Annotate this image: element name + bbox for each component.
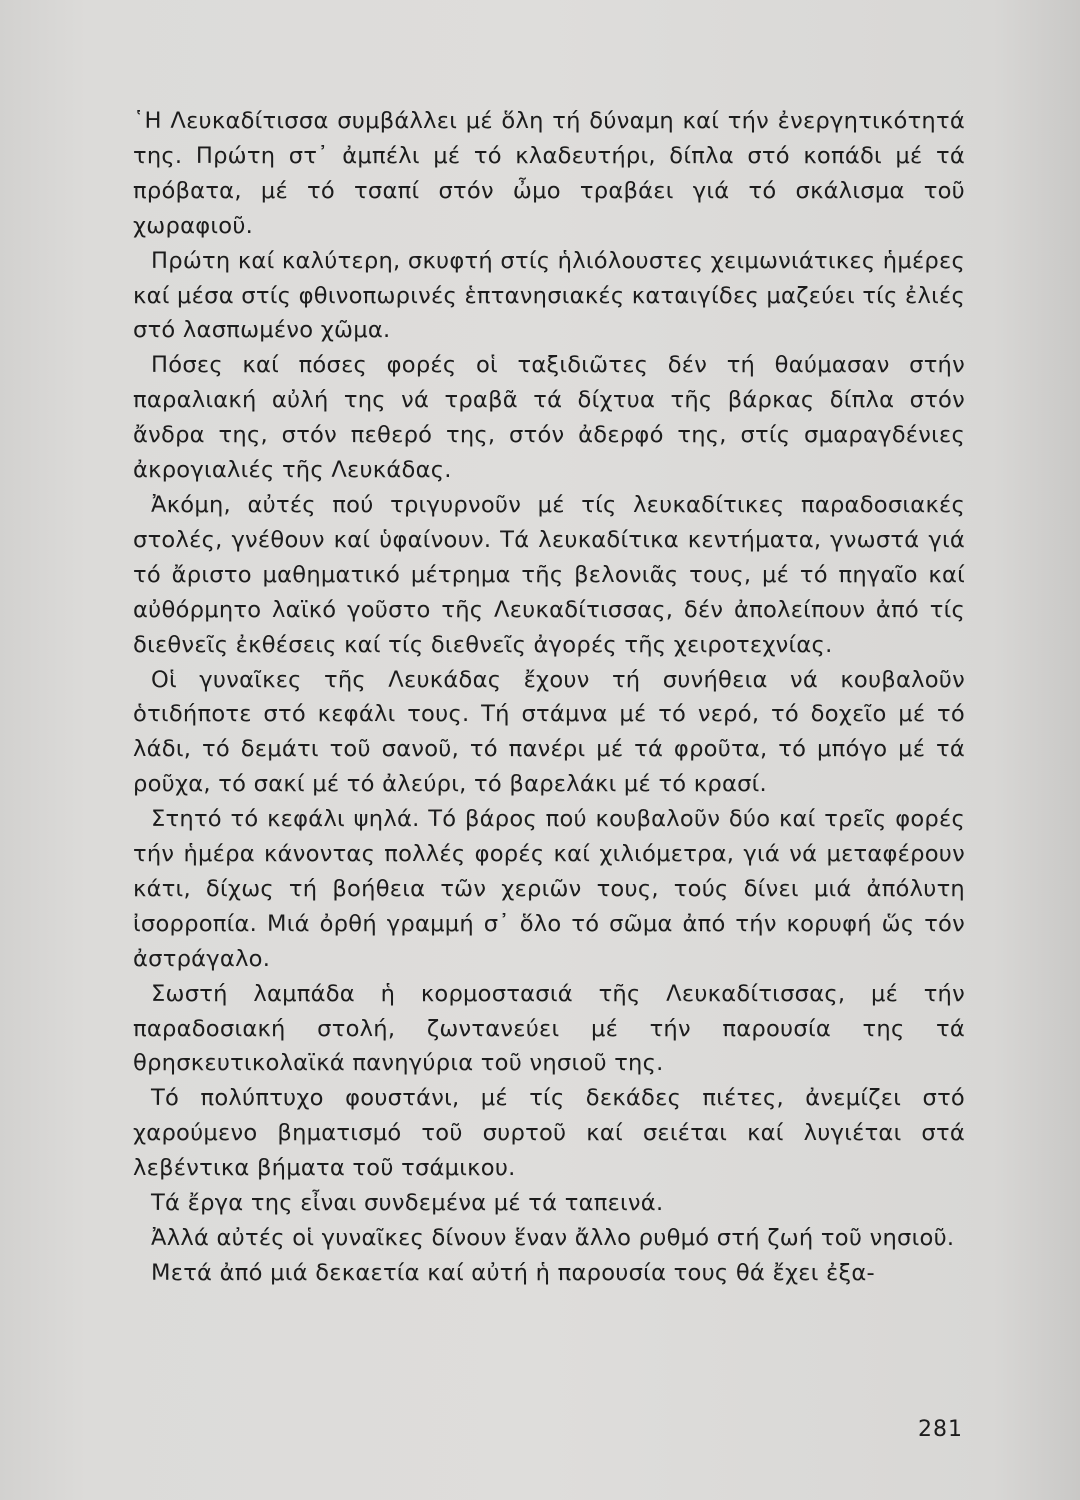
paragraph-5: Οἱ γυναῖκες τῆς Λευκάδας ἔχουν τή συνήθεια νά κουβαλοῦν ὁτιδήποτε στό κεφάλι τους. Τή στάμνα μέ τό νερό, τό δοχεῖο μέ τό λάδι, τό δεμάτι τοῦ σανοῦ, τό πανέρι μέ τά φροῦτα, τό μπόγο μέ τά ροῦχα, τό σακί μέ τό ἀλεύρι, τό βαρελάκι μέ τό κρασί. xyxy=(133,666,965,798)
paragraph-2: Πρώτη καί καλύτερη, σκυφτή στίς ἡλιόλουστες χειμωνιάτικες ἡμέρες καί μέσα στίς φθινοπωρινές ἑπτανησιακές καταιγίδες μαζεύει τίς ἐλιές στό λασπωμένο χῶμα. xyxy=(133,247,965,344)
paragraph-1: ῾Η Λευκαδίτισσα συμβάλλει μέ ὅλη τή δύναμη καί τήν ἐνεργητικότητά της. Πρώτη στ᾿ ἀμπέλι μέ τό κλαδευτήρι, δίπλα στό κοπάδι μέ τά πρόβατα, μέ τό τσαπί στόν ὦμο τραβάει γιά τό σκάλισμα τοῦ χωραφιοῦ. xyxy=(133,108,965,239)
paragraph-7: Σωστή λαμπάδα ἡ κορμοστασιά τῆς Λευκαδίτισσας, μέ τήν παραδοσιακή στολή, ζωντανεύει μέ τήν παρουσία της τά θρησκευτικολαϊκά πανηγύρια τοῦ νησιοῦ της. xyxy=(133,980,965,1077)
paragraph-10: Ἀλλά αὐτές οἱ γυναῖκες δίνουν ἕναν ἄλλο ρυθμό στή ζωή τοῦ νησιοῦ. xyxy=(151,1225,955,1251)
paragraph-8: Τό πολύπτυχο φουστάνι, μέ τίς δεκάδες πιέτες, ἀνεμίζει στό χαρούμενο βηματισμό τοῦ συρτοῦ καί σειέται καί λυγιέται στά λεβέντικα βήματα τοῦ τσάμικου. xyxy=(133,1085,965,1182)
paragraph-9: Τά ἔργα της εἶναι συνδεμένα μέ τά ταπεινά. xyxy=(151,1190,664,1217)
paragraph-6: Στητό τό κεφάλι ψηλά. Τό βάρος πού κουβαλοῦν δύο καί τρεῖς φορές τήν ἡμέρα κάνοντας πολλές φορές καί χιλιόμετρα, γιά νά μεταφέρουν κάτι, δίχως τή βοήθεια τῶν χεριῶν τους, τούς δίνει μιά ἀπόλυτη ἰσορροπία. Μιά ὀρθή γραμμή σ᾿ ὅλο τό σῶμα ἀπό τήν κορυφή ὥς τόν ἀστράγαλο. xyxy=(133,806,965,972)
body-text xyxy=(133,104,965,1291)
page-number: 281 xyxy=(918,1417,963,1442)
paragraph-11: Μετά ἀπό μιά δεκαετία καί αὐτή ἡ παρουσία τους θά ἔχει ἐξα- xyxy=(151,1259,875,1286)
paragraph-4: Ἀκόμη, αὐτές πού τριγυρνοῦν μέ τίς λευκαδίτικες παραδοσιακές στολές, γνέθουν καί ὑφαίνουν. Τά λευκαδίτικα κεντήματα, γνωστά γιά τό ἄριστο μαθηματικό μέτρημα τῆς βελονιᾶς τους, μέ τό πηγαῖο καί αὐθόρμητο λαϊκό γοῦστο τῆς Λευκαδίτισσας, δέν ἀπολείπουν ἀπό τίς διεθνεῖς ἐκθέσεις καί τίς διεθνεῖς ἀγορές τῆς χειροτεχνίας. xyxy=(133,491,965,658)
paragraph-3: Πόσες καί πόσες φορές οἱ ταξιδιῶτες δέν τή θαύμασαν στήν παραλιακή αὐλή της νά τραβᾶ τά δίχτυα τῆς βάρκας δίπλα στόν ἄνδρα της, στόν πεθερό της, στόν ἀδερφό της, στίς σμαραγδένιες ἀκρογιαλιές τῆς Λευκάδας. xyxy=(133,352,965,484)
